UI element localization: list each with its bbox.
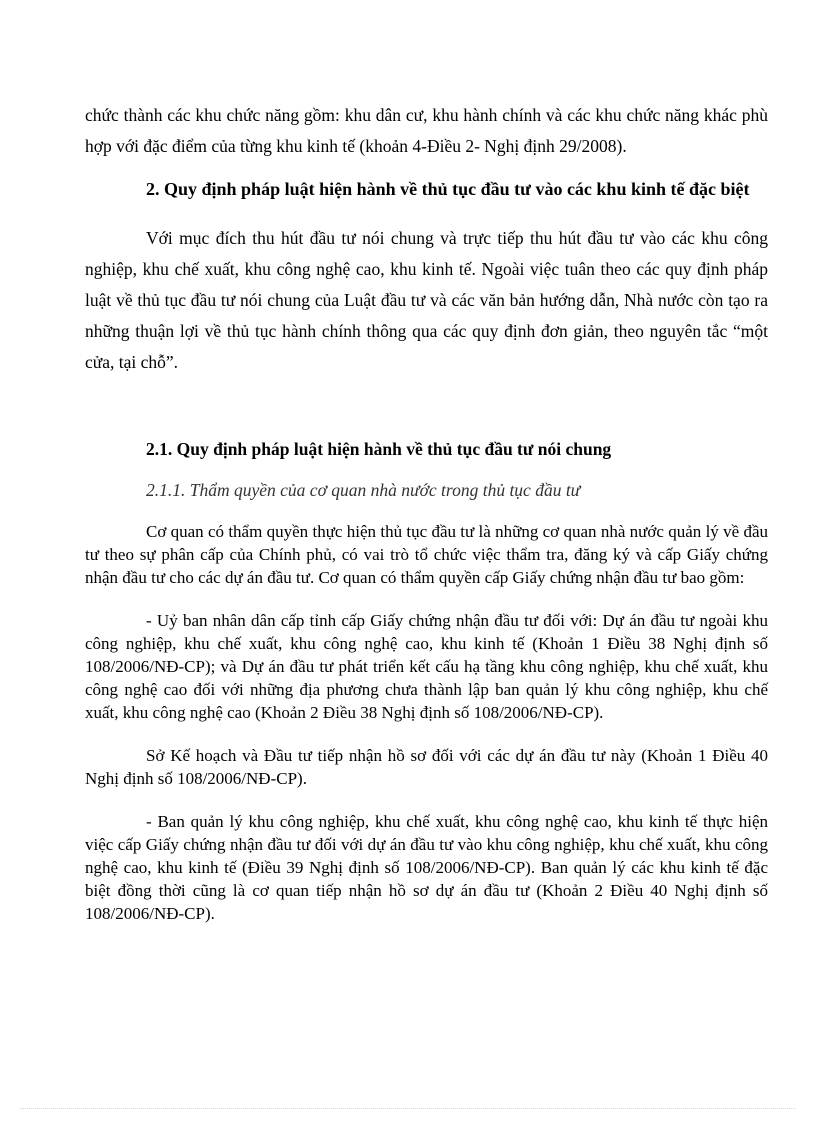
document-page [85, 100, 768, 925]
opening-paragraph: chức thành các khu chức năng gồm: khu dân cư, khu hành chính và các khu chức năng khác phù hợp với đặc điểm của từng khu kinh tế (khoản 4-Điều 2- Nghị định 29/2008). [85, 105, 768, 156]
planning-department-paragraph: Sở Kế hoạch và Đầu tư tiếp nhận hồ sơ đối với các dự án đầu tư này (Khoản 1 Điều 40 Nghị định số 108/2006/NĐ-CP). [85, 746, 768, 788]
management-board-paragraph: - Ban quản lý khu công nghiệp, khu chế xuất, khu công nghệ cao, khu kinh tế thực hiện việc cấp Giấy chứng nhận đầu tư đối với dự án đầu tư vào khu công nghiệp, khu chế xuất, khu công nghệ cao, khu kinh tế (Điều 39 Nghị định số 108/2006/NĐ-CP). Ban quản lý các khu kinh tế đặc biệt đồng thời cũng là cơ quan tiếp nhận hồ sơ dự án đầu tư (Khoản 2 Điều 40 Nghị định số 108/2006/NĐ-CP). [85, 812, 768, 923]
authority-paragraph: Cơ quan có thẩm quyền thực hiện thủ tục đầu tư là những cơ quan nhà nước quản lý về đầu tư theo sự phân cấp của Chính phủ, có vai trò tổ chức việc thẩm tra, đăng ký và cấp Giấy chứng nhận đầu tư cho các dự án đầu tư. Cơ quan có thẩm quyền cấp Giấy chứng nhận đầu tư bao gồm: [85, 522, 768, 587]
section-2-heading: 2. Quy định pháp luật hiện hành về thủ tục đầu tư vào các khu kinh tế đặc biệt [146, 179, 750, 199]
page-bottom-divider [20, 1108, 796, 1109]
section-2-1-heading: 2.1. Quy định pháp luật hiện hành về thủ tục đầu tư nói chung [146, 439, 612, 459]
section-2-1-1-heading: 2.1.1. Thẩm quyền của cơ quan nhà nước trong thủ tục đầu tư [146, 480, 581, 500]
provincial-committee-paragraph: - Uỷ ban nhân dân cấp tỉnh cấp Giấy chứng nhận đầu tư đối với: Dự án đầu tư ngoài khu công nghiệp, khu chế xuất, khu công nghệ cao, khu kinh tế (Khoản 1 Điều 38 Nghị định số 108/2006/NĐ-CP); và Dự án đầu tư phát triển kết cấu hạ tầng khu công nghiệp, khu chế xuất, khu công nghệ cao đối với những địa phương chưa thành lập ban quản lý khu công nghiệp, khu chế xuất, khu công nghệ cao (Khoản 2 Điều 38 Nghị định số 108/2006/NĐ-CP). [85, 611, 768, 722]
section-2-intro-paragraph: Với mục đích thu hút đầu tư nói chung và trực tiếp thu hút đầu tư vào các khu công nghiệp, khu chế xuất, khu công nghệ cao, khu kinh tế. Ngoài việc tuân theo các quy định pháp luật về thủ tục đầu tư nói chung của Luật đầu tư và các văn bản hướng dẫn, Nhà nước còn tạo ra những thuận lợi về thủ tục hành chính thông qua các quy định đơn giản, theo nguyên tắc “một cửa, tại chỗ”. [85, 228, 768, 372]
